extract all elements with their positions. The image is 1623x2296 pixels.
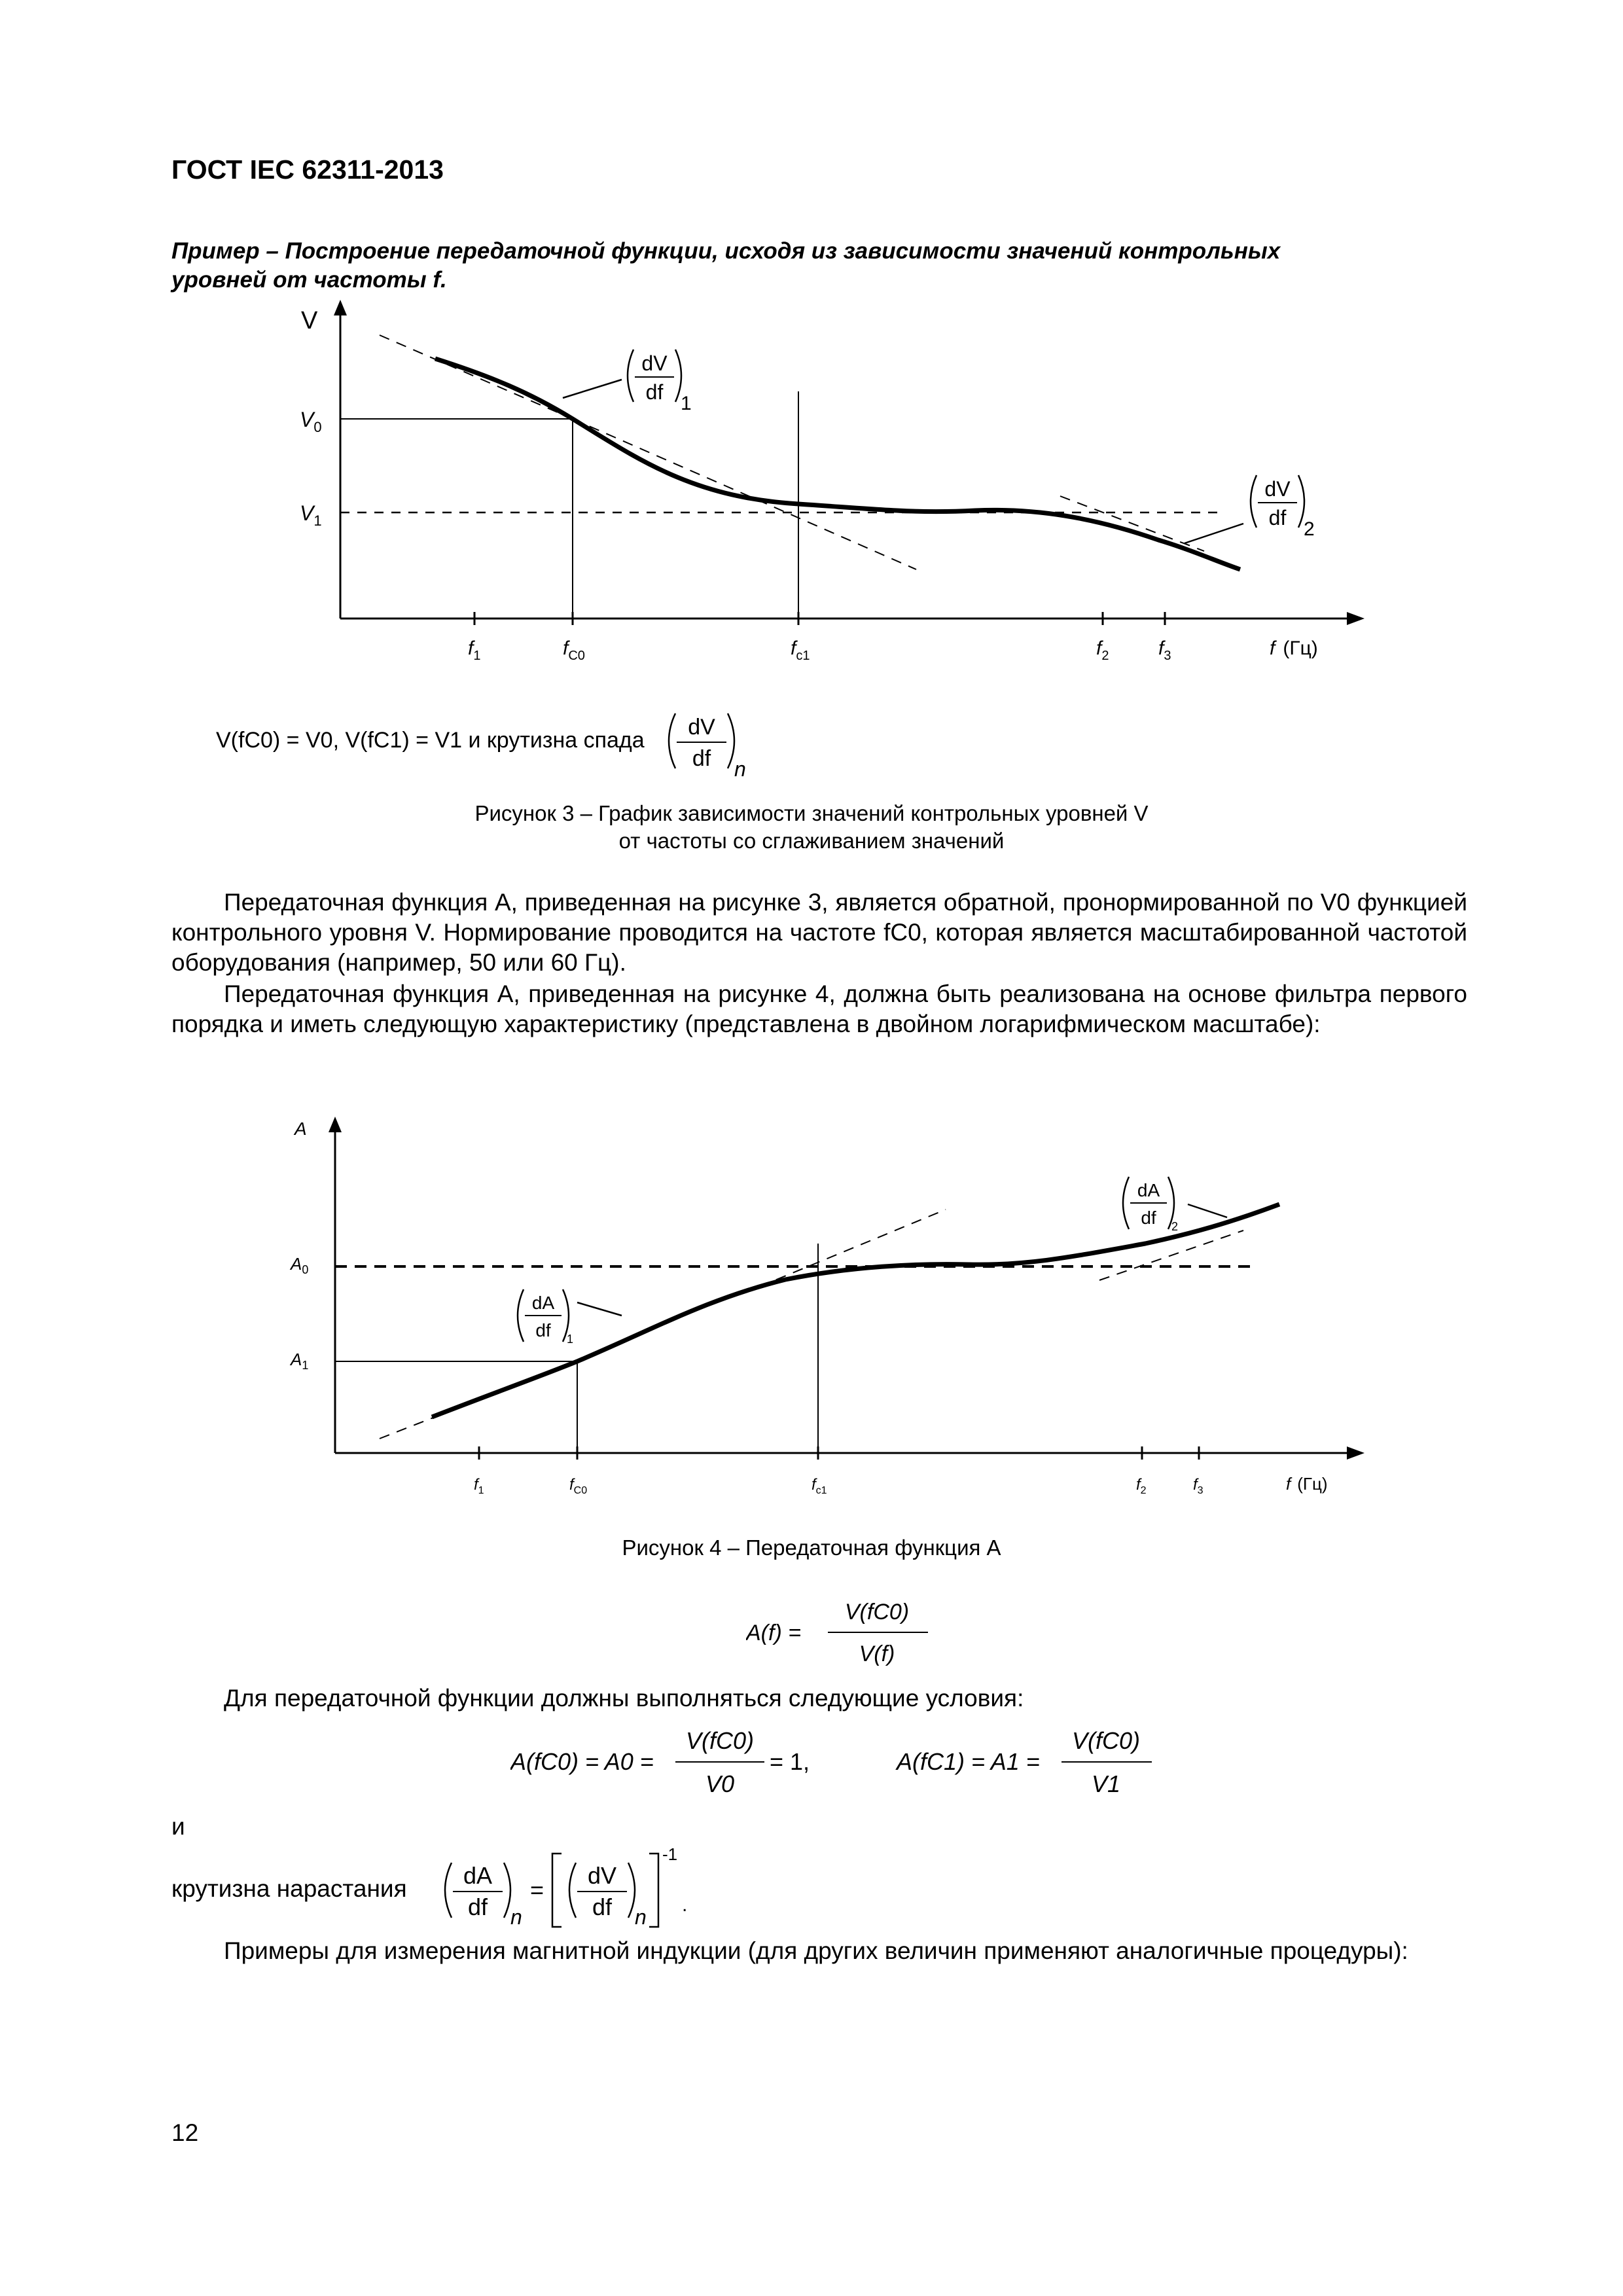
page-number: 12 — [171, 2119, 199, 2146]
svg-text:n: n — [635, 1905, 647, 1929]
fig3-v0-label: $V_0$ — [300, 408, 322, 435]
fig4-leader-1 — [577, 1302, 622, 1316]
fig3-deriv-label-2 — [1251, 475, 1315, 540]
svg-text:df: df — [692, 746, 711, 771]
svg-text:A(fC0) = A0 =: A(fC0) = A0 = — [510, 1748, 654, 1775]
svg-text:dV: dV — [688, 715, 715, 740]
fig3-tick-f2: $f_2$ — [1096, 637, 1109, 663]
svg-text:V0: V0 — [705, 1770, 735, 1797]
fig4-tick-f3: $f_3$ — [1193, 1476, 1204, 1496]
paragraph-2: Передаточная функция A, приведенная на рисунке 4, должна быть реализована на основе фильтра первого порядка и иметь следующую характеристику (представлена в двойном логарифмическом масштабе): — [171, 980, 1467, 1037]
fig3-leader-2 — [1185, 524, 1243, 543]
formula-af — [746, 1590, 955, 1676]
figure-4-chart — [275, 1106, 1400, 1512]
fig3-tangent-1 — [380, 335, 573, 419]
fig3-y-label: V — [301, 307, 318, 334]
fig3-tick-fc1: $f_{c1}$ — [791, 637, 810, 663]
example-heading — [171, 237, 1467, 295]
svg-text:= 1,: = 1, — [770, 1748, 810, 1775]
svg-text:dA: dA — [1137, 1180, 1160, 1200]
fig3-tangent-1b — [573, 419, 916, 569]
formula-fig3-text: V(fC0) = V0, V(fC1) = V1 и крутизна спада — [216, 728, 645, 753]
fig3-tick-fc0: $f_{C0}$ — [563, 637, 585, 663]
svg-text:1: 1 — [681, 393, 692, 414]
svg-text:=: = — [530, 1876, 544, 1903]
figure-3-caption-line-2: от частоты со сглаживанием значений — [618, 829, 1005, 853]
svg-text:-1: -1 — [662, 1844, 678, 1864]
svg-text:df: df — [1141, 1208, 1156, 1228]
fig3-tangent-2 — [1060, 496, 1204, 551]
fig4-y-label: A — [294, 1119, 307, 1139]
svg-text:n: n — [734, 757, 746, 779]
svg-text:A(f) =: A(f) = — [746, 1621, 802, 1645]
fig4-tick-f2: $f_2$ — [1136, 1476, 1147, 1496]
fig4-curve — [432, 1204, 1279, 1417]
fig4-tick-fc1: $f_{c1}$ — [812, 1476, 827, 1496]
paragraph-5: Примеры для измерения магнитной индукции (для других величин применяют аналогичные процедуры): — [224, 1937, 1408, 1964]
fig3-deriv-label-1 — [628, 350, 692, 414]
svg-text:dV: dV — [1264, 477, 1291, 501]
svg-text:.: . — [682, 1894, 688, 1916]
svg-text:1: 1 — [567, 1333, 574, 1346]
figure-3-caption-line-1: Рисунок 3 – График зависимости значений контрольных уровней V — [474, 801, 1149, 825]
fig3-tick-f3: $f_3$ — [1158, 637, 1171, 663]
formula-conditions — [510, 1720, 1165, 1805]
fig4-tangent-1b — [759, 1210, 946, 1287]
fig3-v1-label: $V_1$ — [300, 501, 322, 529]
fig4-deriv-label-1 — [518, 1289, 573, 1346]
svg-text:2: 2 — [1171, 1220, 1179, 1233]
svg-text:dV: dV — [641, 351, 668, 375]
fig4-deriv-label-2 — [1123, 1177, 1178, 1233]
svg-text:df: df — [467, 1893, 488, 1920]
svg-text:2: 2 — [1304, 518, 1315, 540]
svg-text:V(fC0): V(fC0) — [844, 1600, 910, 1624]
formula-fig3 — [216, 700, 805, 785]
fig3-curve — [435, 359, 1240, 569]
svg-text:dA: dA — [463, 1862, 493, 1889]
fig4-x-label: f (Гц) — [1286, 1474, 1328, 1494]
paragraph-3: Для передаточной функции должны выполняться следующие условия: — [224, 1685, 1024, 1712]
fig3-leader-1 — [563, 380, 622, 398]
slope-formula — [171, 1838, 760, 1939]
svg-text:df: df — [592, 1893, 613, 1920]
fig4-leader-2 — [1188, 1204, 1227, 1217]
fig3-x-label: f (Гц) — [1270, 637, 1318, 659]
slope-formula-svg — [171, 1838, 760, 1936]
svg-text:V(fC0): V(fC0) — [1071, 1727, 1141, 1754]
fig4-a1-label: $A_1$ — [291, 1350, 309, 1372]
paragraph-1: Передаточная функция A, приведенная на рисунке 3, является обратной, пронормированной по V0 функцией контрольного уровня V. Нормирование проводится на частоте fC0, которая является масштабированной частотой оборудования (например, 50 или 60 Гц). — [171, 889, 1467, 976]
figure-4-caption: Рисунок 4 – Передаточная функция A — [622, 1535, 1001, 1560]
fig4-x-arrow — [1347, 1446, 1364, 1460]
svg-text:dV: dV — [587, 1862, 617, 1889]
svg-text:V(f): V(f) — [859, 1641, 895, 1666]
svg-text:n: n — [510, 1905, 522, 1929]
svg-text:V1: V1 — [1091, 1770, 1121, 1797]
figure-3-caption — [0, 800, 1623, 855]
fig4-tick-fc0: $f_{C0}$ — [569, 1476, 588, 1496]
svg-text:dA: dA — [531, 1293, 555, 1313]
formula-fig3-svg — [216, 700, 805, 779]
svg-text:df: df — [535, 1320, 551, 1340]
svg-text:A(fC1) = A1 =: A(fC1) = A1 = — [897, 1748, 1040, 1775]
example-line-2: уровней от частоты f. — [171, 267, 447, 293]
document-header: ГОСТ IEC 62311-2013 — [171, 154, 444, 185]
fig3-x-arrow — [1347, 612, 1364, 625]
fig4-tick-f1: $f_1$ — [474, 1476, 484, 1496]
fig3-tick-f1: $f_1$ — [468, 637, 481, 663]
example-line-1: Пример – Построение передаточной функции, исходя из зависимости значений контрольных — [171, 238, 1281, 264]
svg-text:df: df — [645, 380, 664, 404]
paragraph-and: и — [171, 1813, 185, 1840]
figure-3-chart — [275, 288, 1400, 681]
fig3-y-arrow — [334, 300, 347, 315]
svg-text:df: df — [1268, 506, 1287, 529]
svg-text:крутизна нарастания: крутизна нарастания — [171, 1875, 407, 1902]
svg-text:V(fC0): V(fC0) — [685, 1727, 755, 1754]
fig4-y-arrow — [329, 1117, 342, 1132]
fig4-a0-label: $A_0$ — [291, 1254, 309, 1276]
